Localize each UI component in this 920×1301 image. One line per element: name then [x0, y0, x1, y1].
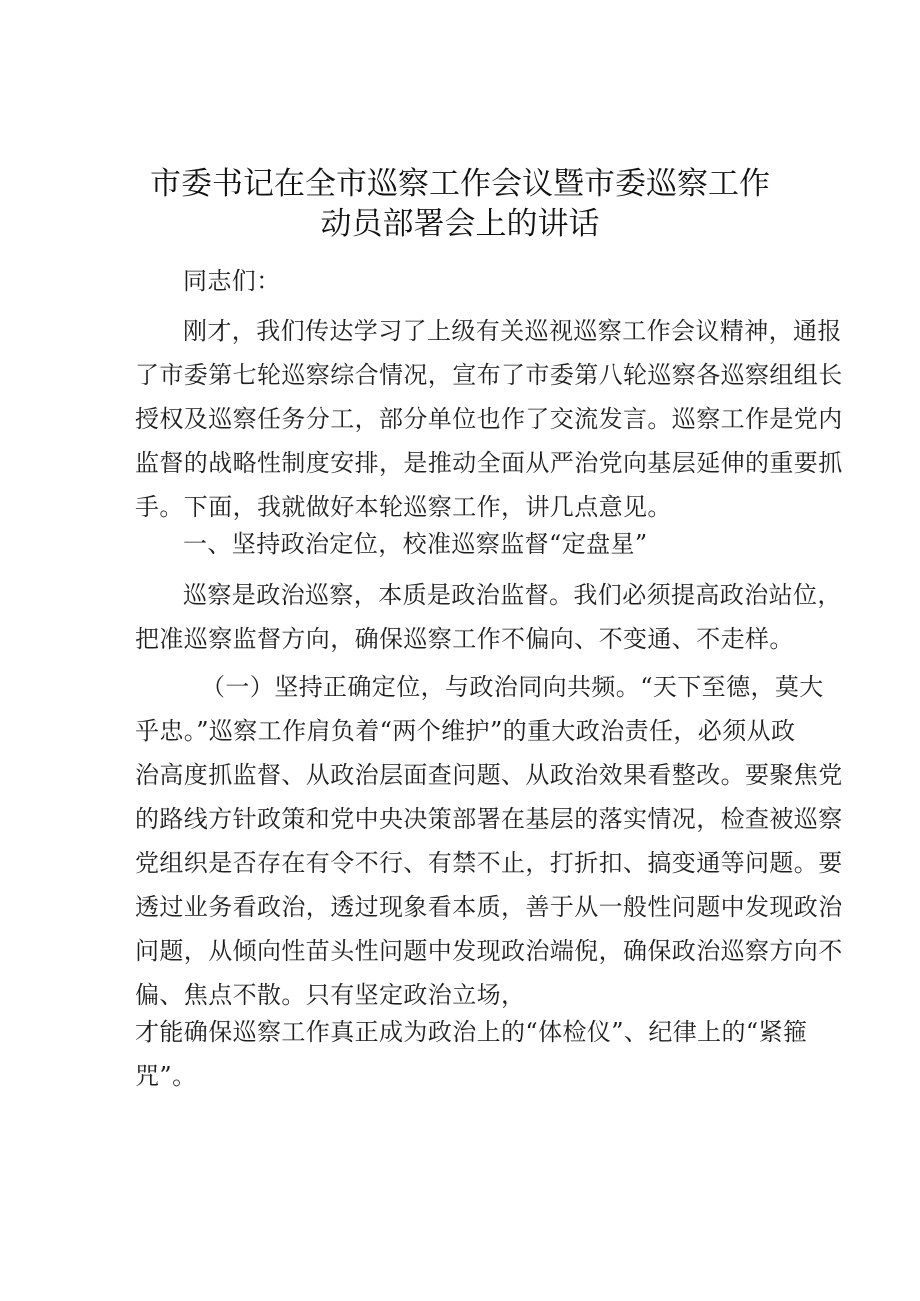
paragraph-line: （一）坚持正确定位，与政治同向共频。“天下至德，莫大: [201, 673, 824, 701]
paragraph-line: 的路线方针政策和党中央决策部署在基层的落实情况，检查被巡察: [135, 805, 843, 833]
section-heading-text: 一、坚持政治定位，校准巡察监督“定盘星”: [183, 530, 648, 558]
paragraph-line: 巡察是政治巡察，本质是政治监督。我们必须提高政治站位，: [183, 581, 842, 609]
salutation: 同志们：: [183, 267, 281, 295]
paragraph-opening: [135, 309, 843, 529]
paragraph-line: 党组织是否存在有令不行、有禁不止，打折扣、搞变通等问题。要: [135, 849, 843, 877]
paragraph-line: 手。下面，我就做好本轮巡察工作，讲几点意见。: [135, 493, 672, 521]
paragraph-line: 授权及巡察任务分工，部分单位也作了交流发言。巡察工作是党内: [135, 405, 843, 433]
paragraph-line: 透过业务看政治，透过现象看本质，善于从一般性问题中发现政治: [135, 893, 843, 921]
paragraph-line: 把准巡察监督方向，确保巡察工作不偏向、不变通、不走样。: [135, 625, 794, 653]
paragraph-subsection-one: [135, 665, 843, 1017]
paragraph-line: 才能确保巡察工作真正成为政治上的“体检仪”、纪律上的“紧箍: [135, 1018, 808, 1046]
document-title-line-1: 市委书记在全市巡察工作会议暨市委巡察工作: [150, 166, 770, 202]
paragraph-line: 监督的战略性制度安排，是推动全面从严治党向基层延伸的重要抓: [135, 449, 843, 477]
paragraph-line: 偏、焦点不散。只有坚定政治立场，: [135, 981, 526, 1009]
paragraph-closing: [135, 1010, 808, 1098]
section-heading: [135, 522, 797, 566]
paragraph-section-intro: [135, 573, 842, 661]
document-title-line-2: 动员部署会上的讲话: [320, 206, 600, 242]
paragraph-line: 刚才，我们传达学习了上级有关巡视巡察工作会议精神，通报: [183, 317, 842, 345]
paragraph-line: 治高度抓监督、从政治层面查问题、从政治效果看整改。要聚焦党: [135, 761, 843, 789]
paragraph-line: 问题，从倾向性苗头性问题中发现政治端倪，确保政治巡察方向不: [135, 937, 843, 965]
paragraph-line: 乎忠。”巡察工作肩负着“两个维护”的重大政治责任，必须从政: [135, 717, 796, 745]
paragraph-line: 咒”。: [135, 1062, 197, 1090]
paragraph-line: 了市委第七轮巡察综合情况，宣布了市委第八轮巡察各巡察组组长: [135, 361, 843, 389]
